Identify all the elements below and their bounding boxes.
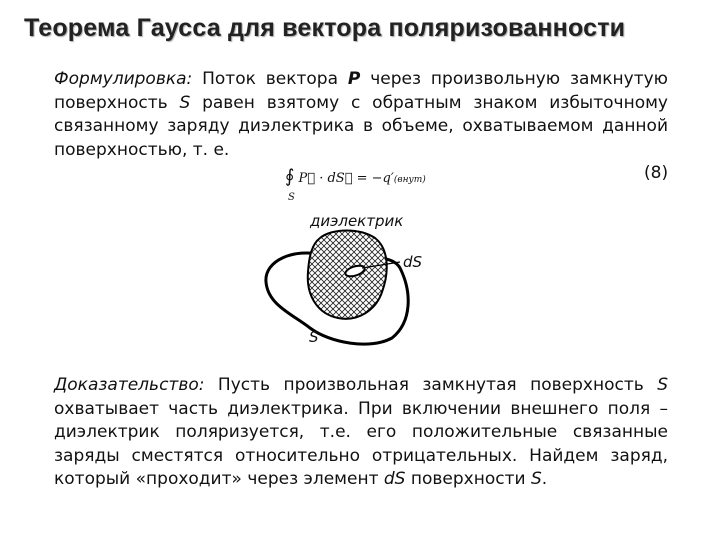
statement-text-1: Поток вектора [192,69,348,89]
proof-text-1: Пусть произвольная замкнутая поверхность [204,375,658,395]
dielectric-label: диэлектрик [310,212,404,230]
proof-label: Доказательство: [54,375,205,395]
proof-element-symbol: dS [383,469,406,489]
surface-s-label: S [309,328,319,346]
slide-title: Теорема Гаусса для вектора поляризованности [24,14,626,42]
formula-subscript: (внут) [393,175,426,185]
proof-text-2: охватывает часть диэлектрика. При включении внешнего поля – диэлектрик поляризуется, т.е. его положительные связанные заряды сместятся относительно отрицательных. Найдем заряд, который «проходит» через элемент [54,398,668,489]
proof-surface-symbol-2: S [530,469,542,489]
statement-text-2: через произвольную замкнутую поверхность [54,69,668,113]
surface-s-symbol: S [179,92,191,113]
integral-lower-limit: S [288,192,295,203]
statement-label: Формулировка: [54,69,193,89]
equation-number: (8) [644,163,669,183]
proof-text-3: поверхности [405,469,531,489]
proof-paragraph [54,374,668,492]
proof-text-4: . [541,469,548,489]
formula-body: P⃗ · dS⃗ = −q′ [298,171,394,186]
vector-p-symbol: P [347,69,361,89]
proof-surface-symbol: S [657,375,668,395]
statement-paragraph [54,68,668,162]
gauss-formula [285,166,426,203]
statement-text-3: равен взятому с обратным знаком избыточному связанному заряду диэлектрика в объеме, охватываемом данной поверхностью, т. е. [54,92,668,160]
gauss-diagram [240,210,440,360]
ds-label: dS [403,253,423,271]
contour-integral-sign: ∮ [285,166,295,187]
